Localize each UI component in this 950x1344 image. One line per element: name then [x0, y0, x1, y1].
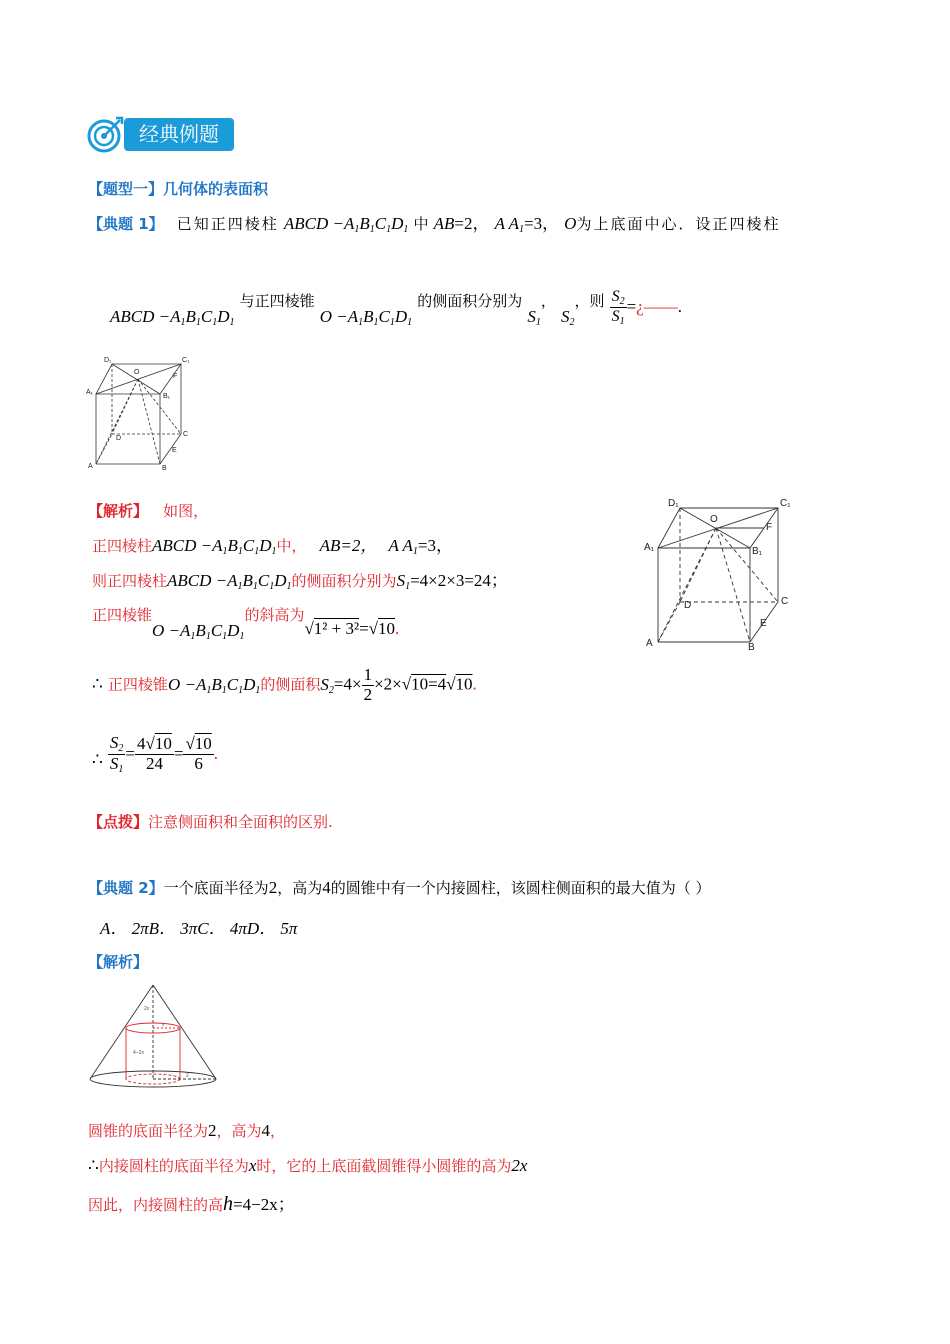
- fig1b-label-c1: C₁: [780, 498, 791, 509]
- example1-text-a: 已知正四棱柱: [176, 215, 279, 233]
- example2-options: A． 2πB． 3πC． 4πD． 5π: [100, 919, 298, 938]
- section-title-badge: 经典例题: [124, 118, 234, 151]
- sol1-l4-pyramid: $O -A_1B_1C_1D_1$: [167, 674, 261, 696]
- aa-var: A $A_1$: [494, 214, 524, 235]
- sol1-l4-s2: $S_2$: [320, 674, 334, 696]
- fig1b-label-e: E: [760, 618, 767, 629]
- fig1-label-d: D: [116, 435, 122, 442]
- sol1-l4-a: 正四棱锥: [107, 675, 168, 694]
- ratio-fraction: $\frac{S_2}{S_1}$: [611, 288, 625, 327]
- pyramid-name: $O -A_1B_1C_1D_1$: [319, 307, 413, 328]
- aa-value: =3，: [523, 214, 560, 233]
- sol1-l1-b: 中，: [276, 537, 307, 555]
- example1-text-c: 为上底面中心．设正四棱柱: [576, 215, 781, 233]
- sol1-l2-a: 则正四棱柱: [92, 572, 168, 590]
- ab-value: =2，: [454, 214, 490, 233]
- fig1b-label-f: F: [766, 522, 773, 533]
- prism-name: ABCD $-A_1B_1C_1D_1$: [283, 214, 409, 235]
- sol1-l1-a: 正四棱柱: [92, 537, 153, 555]
- ab-var: AB: [433, 214, 455, 233]
- o-var: O: [564, 214, 577, 233]
- type-heading: 【题型一】几何体的表面积: [88, 180, 269, 198]
- fig1-label-d1: D₁: [104, 357, 112, 364]
- solution2-label: 【解析】: [88, 953, 149, 971]
- ratio-24: $\frac{4√10}{24}$: [137, 734, 172, 773]
- sol1-l1-eq: =3，: [417, 536, 453, 555]
- solution1-line1: [92, 531, 453, 557]
- prism-name-2: ABCD $-A_1B_1C_1D_1$: [110, 307, 235, 328]
- s2-var: $S_2$: [560, 307, 575, 328]
- fig1-label-c1: C₁: [182, 357, 190, 364]
- solution1-intro: 如图，: [163, 502, 209, 520]
- fig1b-label-d1: D₁: [668, 498, 679, 509]
- solution1-line3: 正四棱锥$O -A_1B_1C_1D_1$的斜高为√1² + 3²=√10.: [92, 606, 400, 642]
- tip1-text: 注意侧面积和全面积的区别.: [148, 813, 333, 831]
- example1-line1: [88, 209, 780, 235]
- example1-label: 【典题 1】: [88, 215, 164, 233]
- example1-and: 与正四棱锥: [239, 292, 315, 310]
- fig1b-label-o: O: [710, 514, 718, 525]
- tip1: [88, 811, 333, 832]
- solution1-heading: [88, 500, 208, 521]
- sol1-l1-prism: ABCD $-A_1B_1C_1D_1$: [152, 536, 277, 557]
- example2-label: 【典题 2】: [88, 879, 164, 897]
- fig1b-label-b1: B₁: [752, 546, 763, 557]
- solution2-line2: ∴内接圆柱的底面半径为x时，它的上底面截圆锥得小圆锥的高为2x: [88, 1156, 528, 1175]
- cone-label-r: x: [162, 1022, 165, 1028]
- solution2-line3: 因此，内接圆柱的高h=4−2x；: [88, 1193, 295, 1215]
- figure-cone: [86, 982, 220, 1098]
- ratio-6: $\frac{√10}{6}$: [185, 734, 212, 773]
- solution1-line2: [92, 566, 508, 592]
- sol1-l2-prism: ABCD $-A_1B_1C_1D_1$: [167, 571, 292, 592]
- cone-label-side: 4−2x: [133, 1050, 144, 1056]
- fig1-label-a1: A₁: [86, 389, 94, 396]
- half-fraction: $\frac{1}{2}$: [363, 665, 373, 704]
- fig1-label-f: F: [173, 373, 178, 380]
- fig1b-label-c: C: [781, 596, 789, 607]
- figure-prism-large: [640, 492, 800, 656]
- solution1-line4: ∴ 正四棱锥$O -A_1B_1C_1D_1$的侧面积$S_2=4\times$ $\frac{1}{2}$ ×2×√10=4√10.: [92, 665, 477, 704]
- fig1-label-c: C: [183, 431, 189, 438]
- comma: ，: [540, 292, 556, 310]
- sol1-l2-s1: $S_1$: [396, 571, 411, 592]
- example1-line2: ABCD $-A_1B_1C_1D_1$ 与正四棱锥 $O -A_1B_1C_1D_1$ 的侧面积分别为 $S_1$， $S_2$，则 $\frac{S_2}{S_1}$ =¿——.: [110, 288, 682, 328]
- sol1-l4-b: 的侧面积: [260, 675, 321, 694]
- fig1b-label-a: A: [646, 638, 653, 649]
- sol1-l3-pyramid: $O -A_1B_1C_1D_1$: [152, 621, 245, 642]
- example1-text-b: 中: [413, 215, 429, 233]
- sol1-l2-expr: =4×2×3=24；: [410, 571, 508, 590]
- example2-line1: 【典题 2】一个底面半径为2，高为4的圆锥中有一个内接圆柱，该圆柱侧面积的最大值为（ ）: [88, 878, 711, 897]
- fig1b-label-a1: A₁: [644, 542, 655, 553]
- sol1-l2-b: 的侧面积分别为: [291, 572, 397, 590]
- solution1-label: 【解析】: [88, 502, 149, 520]
- sol1-l3-b: 的斜高为: [244, 606, 305, 624]
- fig1b-label-d: D: [684, 600, 692, 611]
- sol1-l3-a: 正四棱锥: [92, 606, 153, 624]
- fig1-label-b1: B₁: [163, 393, 171, 400]
- example1-then: ，则: [574, 292, 605, 310]
- fig1-label-e: E: [172, 447, 177, 454]
- cone-label-bottom: 2: [186, 1073, 189, 1079]
- target-icon: [86, 114, 126, 154]
- sol1-l1-aa: A $A_1$: [388, 536, 418, 557]
- solution2-line1: 圆锥的底面半径为2，高为4，: [88, 1121, 286, 1140]
- figure-prism-small: [86, 352, 196, 476]
- fig1-label-b: B: [162, 465, 167, 472]
- solution1-line5: ∴ $\frac{S_2}{S_1}$ = $\frac{4√10}{24}$ = $\frac{√10}{6}$ .: [92, 733, 219, 775]
- fig1-label-o: O: [134, 369, 140, 376]
- cone-label-top: 2x: [144, 1006, 150, 1012]
- therefore-symbol: ∴: [92, 674, 103, 694]
- sol1-l3-sqrt: √1² + 3²: [304, 619, 360, 638]
- tip1-label: 【点拨】: [88, 813, 149, 831]
- example1-sides: 的侧面积分别为: [417, 292, 523, 310]
- sol1-l1-ab: AB=2，: [319, 536, 378, 555]
- fig1-label-a: A: [88, 463, 93, 470]
- answer-blank: ¿——: [636, 297, 678, 316]
- fig1b-label-b: B: [748, 642, 755, 652]
- s-ratio: $\frac{S_2}{S_1}$: [109, 733, 124, 775]
- s1-var: $S_1$: [527, 307, 541, 328]
